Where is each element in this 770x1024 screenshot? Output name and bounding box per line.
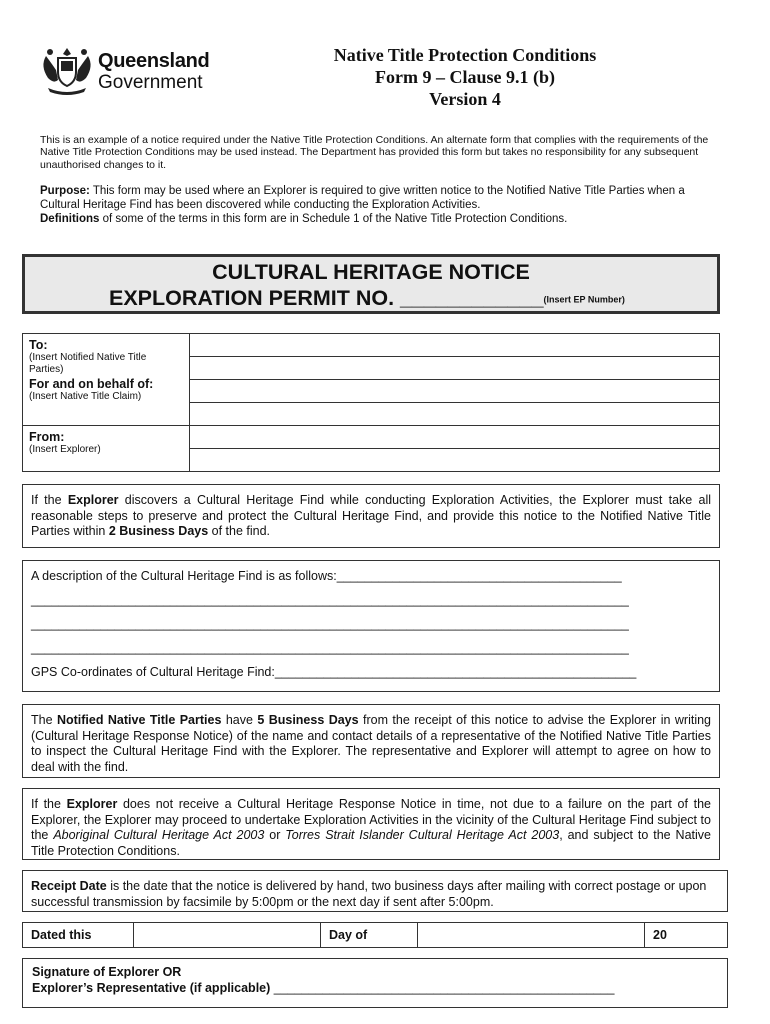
notice-title: CULTURAL HERITAGE NOTICE bbox=[212, 260, 530, 284]
form-header bbox=[300, 44, 630, 110]
para3-d: Aboriginal Cultural Heritage Act 2003 bbox=[53, 828, 265, 842]
receipt-date-box bbox=[22, 870, 728, 912]
description-blank-3[interactable]: ______________________________________________________________________________________ bbox=[31, 641, 629, 655]
header-line3: Version 4 bbox=[429, 89, 501, 109]
para2-e: from the receipt of this notice to advise the Explorer in writing (Cultural Heritage Response Notice) of the name and contact details of a representative of the Notified Native Title Parties to inspect the Cultural Heritage Find with the Explorer. The representative and Explorer will attempt to agree on how to deal with the find. bbox=[31, 713, 712, 774]
to-field-2[interactable] bbox=[190, 357, 720, 380]
purpose-label: Purpose: bbox=[40, 185, 90, 197]
para3-e: or bbox=[264, 828, 286, 842]
purpose-body: This form may be used where an Explorer is required to give written notice to the Notified Native Title Parties when a Cultural Heritage Find has been discovered while conducting the Exploration Activities. bbox=[40, 185, 685, 211]
header-line1: Native Title Protection Conditions bbox=[333, 45, 597, 65]
para3-f: Torres Strait Islander Cultural Heritage Act 2003 bbox=[285, 828, 560, 842]
date-table bbox=[22, 922, 728, 948]
permit-line bbox=[109, 286, 625, 311]
from-label-cell bbox=[23, 426, 190, 472]
para1-c: discovers a Cultural Heritage Find while conducting Exploration Activities, the Explorer must take all reasonable steps to preserve and protect the Cultural Heritage Find, and provide this notice to the Notified Native Title Parties within bbox=[31, 493, 711, 538]
behalf-hint: (Insert Native Title Claim) bbox=[29, 391, 142, 402]
response-notice-box bbox=[22, 704, 720, 778]
no-response-box bbox=[22, 788, 720, 860]
definitions-body: of some of the terms in this form are in Schedule 1 of the Native Title Protection Conditions. bbox=[99, 212, 568, 225]
permit-label: EXPLORATION PERMIT NO. ____________ bbox=[109, 286, 544, 310]
purpose-text bbox=[40, 185, 720, 226]
from-field-2[interactable] bbox=[190, 449, 720, 472]
behalf-field-1[interactable] bbox=[190, 380, 720, 403]
notice-title-box bbox=[22, 254, 720, 314]
dated-this-label: Dated this bbox=[23, 923, 134, 948]
to-label: To: bbox=[29, 338, 48, 352]
definitions-label: Definitions bbox=[40, 212, 100, 225]
para2-a: The bbox=[31, 713, 57, 727]
description-blank-2[interactable]: ______________________________________________________________________________________ bbox=[31, 617, 629, 631]
para4-b: is the date that the notice is delivered by hand, two business days after mailing with correct postage or upon successful transmission by facsimile by 5:00pm or the next day if sent after 5:00pm. bbox=[31, 879, 707, 909]
header-line2: Form 9 – Clause 9.1 (b) bbox=[375, 67, 555, 87]
description-blank-1[interactable]: ______________________________________________________________________________________ bbox=[31, 593, 629, 607]
signature-box bbox=[22, 958, 728, 1008]
from-field-1[interactable] bbox=[190, 426, 720, 449]
dated-this-field[interactable] bbox=[134, 923, 321, 948]
to-field-1[interactable] bbox=[190, 334, 720, 357]
para1-b: Explorer bbox=[67, 493, 119, 507]
year-field[interactable]: 20 bbox=[645, 923, 728, 948]
para3-b: Explorer bbox=[66, 797, 118, 811]
description-box bbox=[22, 560, 720, 692]
para4-a: Receipt Date bbox=[31, 879, 107, 893]
para3-a: If the bbox=[31, 797, 67, 811]
from-label: From: bbox=[29, 430, 65, 444]
para2-c: have bbox=[221, 713, 258, 727]
day-of-label: Day of bbox=[321, 923, 418, 948]
signature-line2[interactable] bbox=[32, 981, 718, 997]
para2-d: 5 Business Days bbox=[257, 713, 359, 727]
explorer-obligation-box bbox=[22, 484, 720, 548]
para1-e: of the find. bbox=[208, 524, 271, 538]
behalf-field-2[interactable] bbox=[190, 403, 720, 426]
parties-table bbox=[22, 333, 720, 472]
para3-g: , and subject to the Native Title Protection Conditions. bbox=[31, 828, 711, 858]
from-hint: (Insert Explorer) bbox=[29, 444, 101, 455]
logo-line1: Queensland bbox=[98, 50, 210, 72]
coat-of-arms-icon bbox=[38, 44, 96, 96]
gps-line[interactable]: GPS Co-ordinates of Cultural Heritage Find:____________________________________________________ bbox=[31, 665, 637, 679]
intro-text: This is an example of a notice required under the Native Title Protection Conditions. An alternate form that complies with the requirements of the Native Title Protection Conditions may be used instead. The Department has provided this form but takes no responsibility for any subsequent unauthorised changes to it. bbox=[40, 134, 709, 171]
description-line[interactable]: A description of the Cultural Heritage Find is as follows:_________________________________________ bbox=[31, 569, 622, 583]
para3-c: does not receive a Cultural Heritage Response Notice in time, not due to a failure on the part of the Explorer, the Explorer may proceed to undertake Exploration Activities in the vicinity of the Cultural Heritage Find subject to the bbox=[31, 797, 711, 842]
to-hint: (Insert Notified Native Title Parties) bbox=[29, 352, 147, 375]
signature-line1: Signature of Explorer OR bbox=[32, 965, 182, 979]
qld-government-logo bbox=[38, 44, 218, 100]
para1-d: 2 Business Days bbox=[108, 524, 209, 538]
day-of-field[interactable] bbox=[418, 923, 645, 948]
permit-hint: (Insert EP Number) bbox=[543, 294, 625, 305]
signature-blank[interactable]: _________________________________________________ bbox=[273, 980, 615, 995]
para1-a: If the bbox=[31, 493, 68, 507]
logo-line2: Government bbox=[98, 72, 203, 93]
to-label-cell bbox=[23, 334, 190, 426]
para2-b: Notified Native Title Parties bbox=[56, 713, 222, 727]
behalf-label: For and on behalf of: bbox=[29, 377, 154, 391]
signature-label: Explorer’s Representative (if applicable) bbox=[32, 980, 274, 995]
